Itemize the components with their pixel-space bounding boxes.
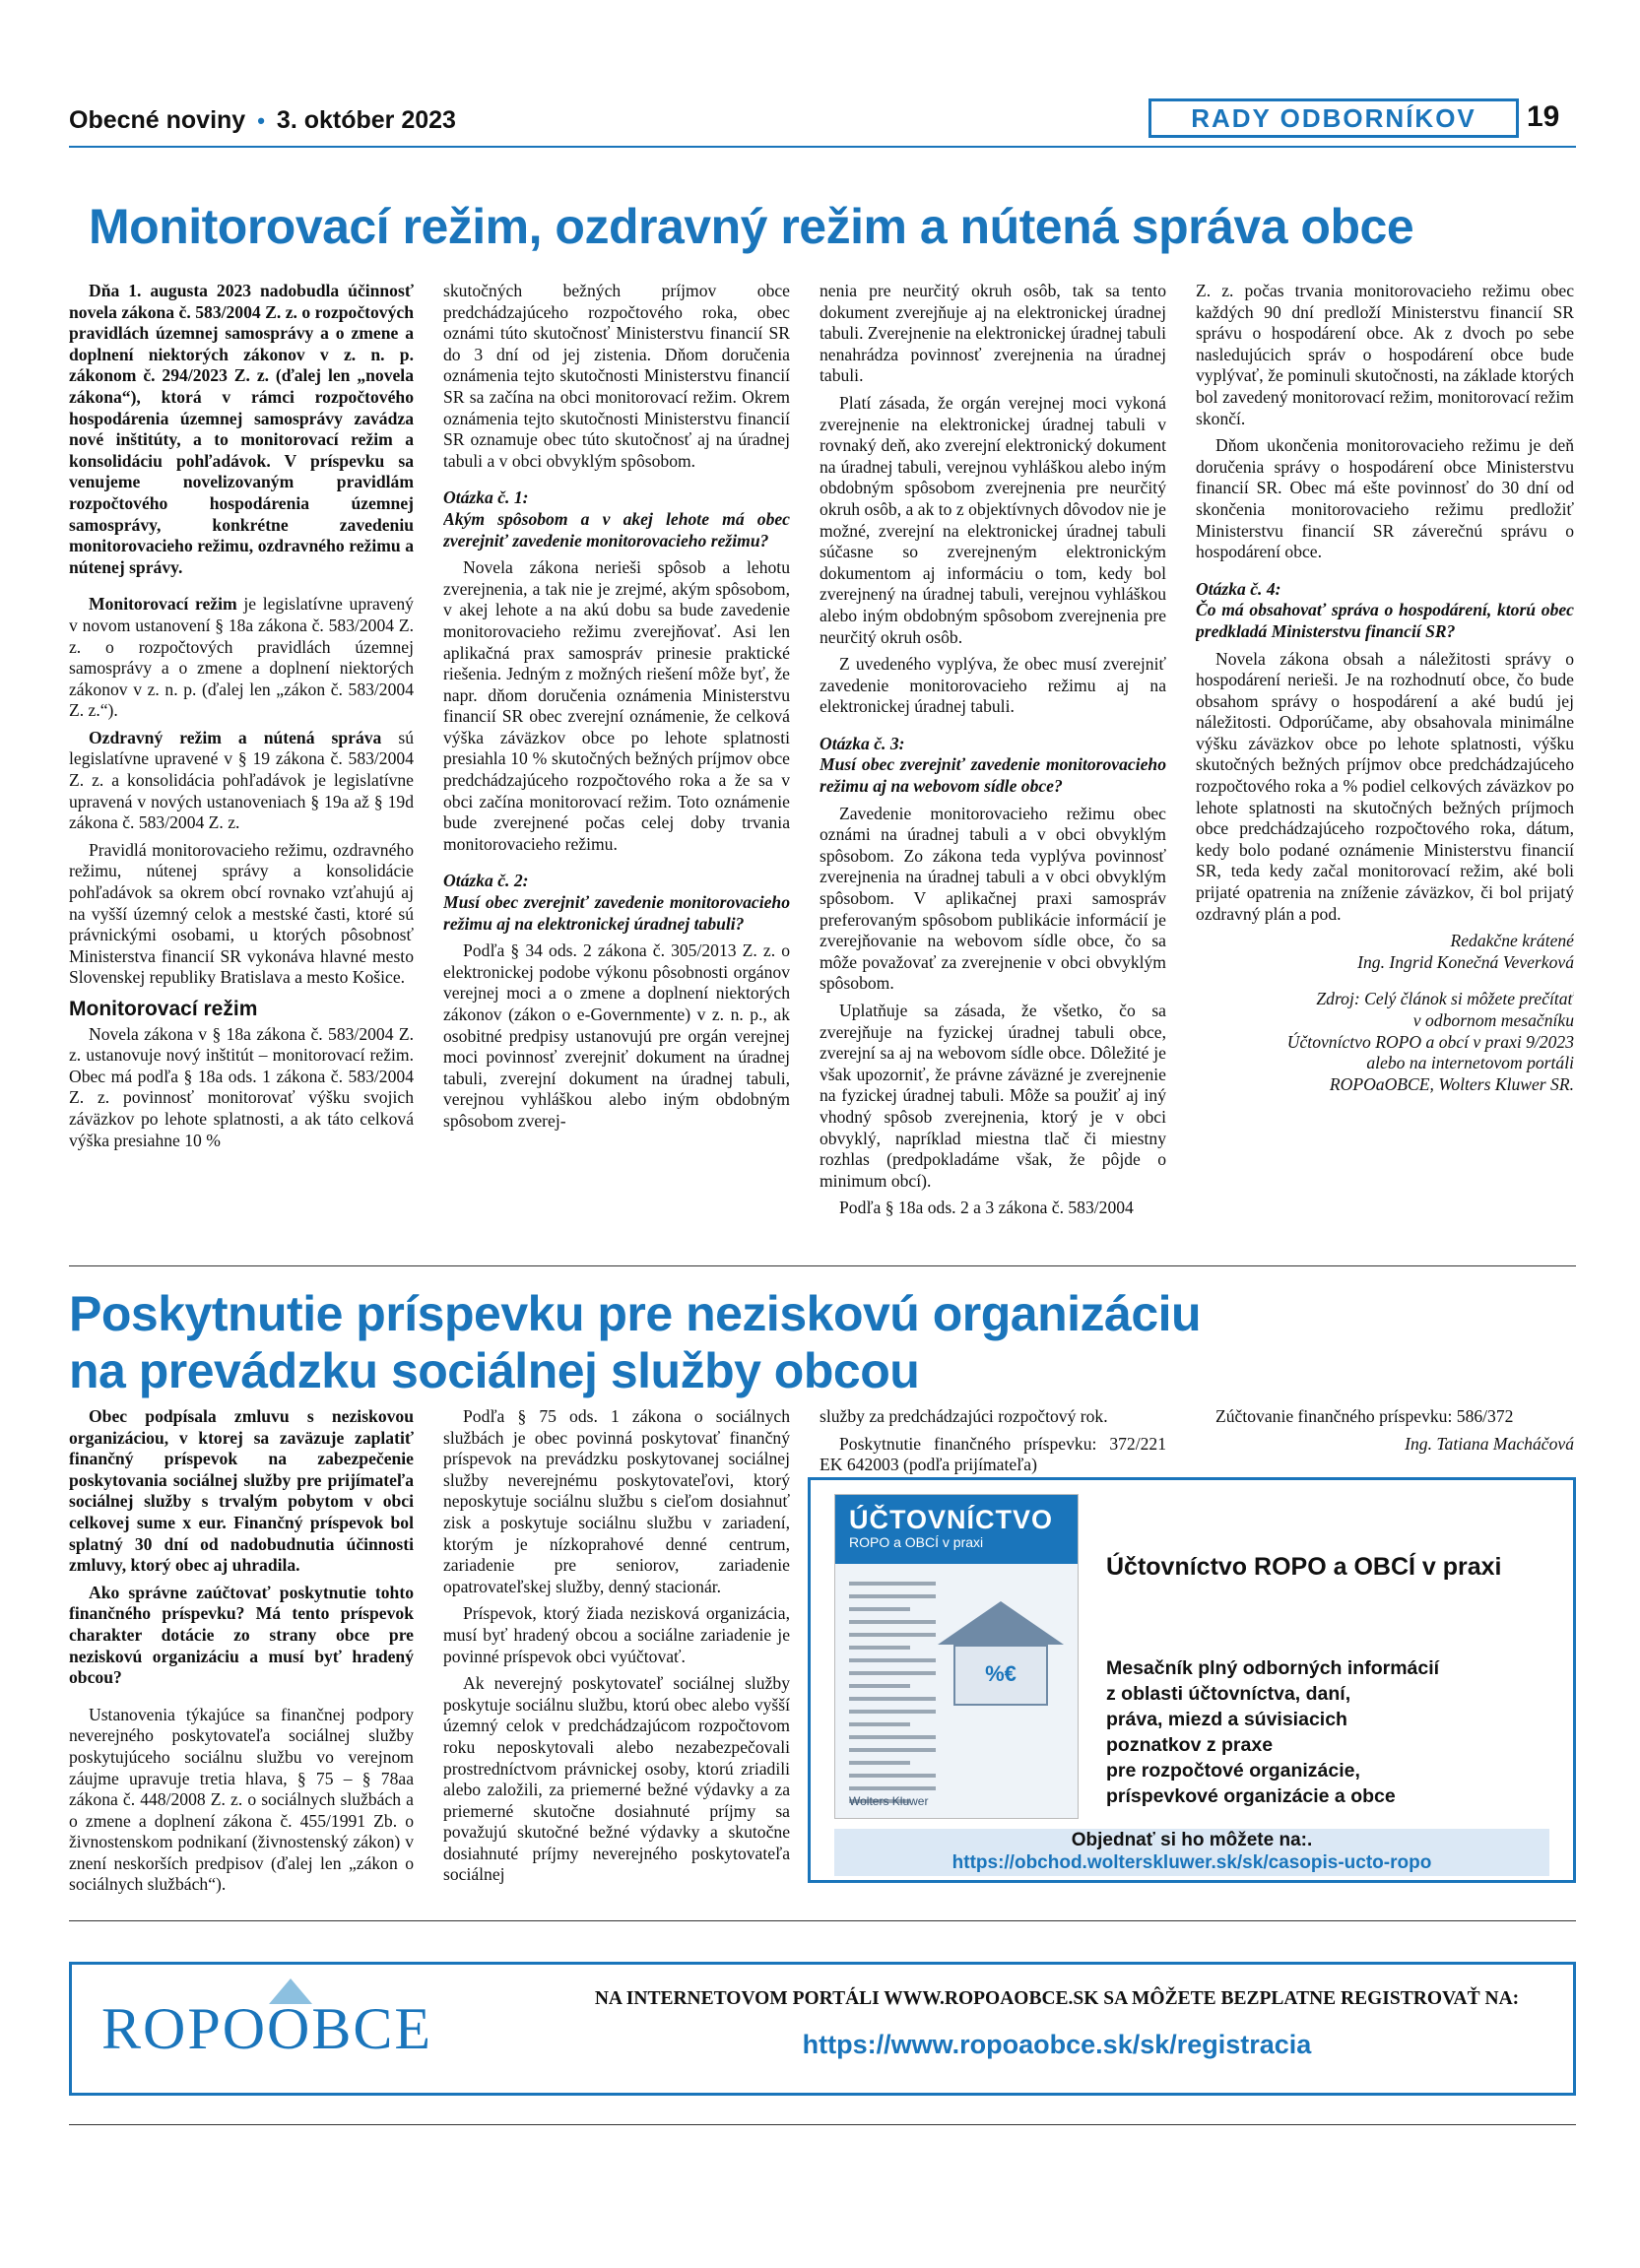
- paragraph: [443, 1673, 790, 1886]
- lead-paragraph: [69, 1406, 414, 1577]
- paragraph-text: Novela zákona obsah a náležitosti správy o hospodárení nerieši. Je na rozhodnutí obce, čo bude obsahom správy o hospodárení a aké budú jej náležitosti. Odporúčame, aby obsahovala minimálne výšku záväzkov obce po lehote splatnosti, výšku skutočných bežných príjmov obce predchádzajúceho rozpočtového roka a % podiel celkových záväzkov po lehote splatnosti na skutočných bežných príjmoch obce predchádzajúceho rozpočtového roka, dátum, kedy bolo podané oznámenie Ministerstvu financií SR, teda kedy začal monitorovací režim, aké boli prijaté opatrenia na zníženie záväzkov, či bol prijatý ozdravný plán a pod.: [1196, 648, 1574, 924]
- header-rule: [69, 146, 1576, 148]
- magazine-advertisement: [808, 1477, 1576, 1883]
- article1-column-1: [69, 281, 414, 1275]
- paragraph: [69, 1705, 414, 1896]
- signature: Ing. Tatiana Macháčová: [1405, 1433, 1574, 1454]
- paragraph: [820, 1198, 1166, 1219]
- masthead: [69, 106, 456, 135]
- question-text: Akým spôsobom a v akej lehote má obec zverejniť zavedenie monitorovacieho režimu?: [443, 508, 790, 551]
- article2-column-2: [443, 1406, 790, 1918]
- separator-dot: •: [257, 107, 265, 133]
- ad-description-line: práva, miezd a súvisiacich: [1106, 1709, 1347, 1730]
- ad-description-line: z oblasti účtovníctva, daní,: [1106, 1683, 1351, 1705]
- question: [443, 487, 790, 551]
- paragraph-text: sú legislatívne upravené v § 19 zákona č. 583/2004 Z. z. a konsolidácia pohľadávok je legislatívne upravená v nových ustanoveniach § 19a až § 19d zákona č. 583/2004 Z. z.: [69, 727, 414, 833]
- paragraph-text: Príspevok, ktorý žiada nezisková organizácia, musí byť hradený obcou a sociálne zariadenie je povinné príspevok obci vyúčtovať.: [443, 1603, 790, 1666]
- section-heading: Monitorovací režim: [69, 998, 258, 1020]
- registration-link[interactable]: https://www.ropoaobce.sk/sk/registracia: [802, 2030, 1312, 2059]
- question: [1196, 579, 1574, 643]
- issue-date: 3. október 2023: [276, 106, 456, 134]
- ad-title: Účtovníctvo ROPO a OBCÍ v praxi: [1106, 1553, 1502, 1581]
- cover-publisher: Wolters Kluwer: [849, 1794, 929, 1808]
- article2-title: [69, 1285, 1546, 1399]
- page-number: 19: [1527, 100, 1560, 133]
- source-note-line: v odbornom mesačníku: [1412, 1010, 1574, 1030]
- lead-paragraph: [69, 281, 414, 578]
- paragraph-text: Z. z. počas trvania monitorovacieho režimu obec každých 90 dní predloží Ministerstvu financií SR správu o hospodárení obce. Ak z dvoch po sebe nasledujúcich správ o hospodárení obce bude vyplývať, že pominuli skutočnosti, na základe ktorých bol zavedený monitorovací režim, monitorovací režim skončí.: [1196, 281, 1574, 428]
- logo-triangle-icon: [269, 1978, 312, 2004]
- paragraph-text: Obec podpísala zmluvu s neziskovou organizáciou, v ktorej sa zaväzuje zaplatiť finančný príspevok na zabezpečenie poskytovania sociálnej služby pre prijímateľa sociálnej služby s trvalým pobytom v obci celkovej sume x eur. Finančný príspevok bol splatný 30 dní od nadobudnutia účinnosti zmluvy, ktorý obec aj uhradila.: [69, 1406, 414, 1576]
- paragraph-text: Dňom ukončenia monitorovacieho režimu je deň doručenia správy o hospodárení obce Ministerstvu financií SR. Obec má ešte povinnosť do 30 dní od skončenia monitorovacieho režimu predložiť Ministerstvu financií SR záverečnú správu o hospodárení obce.: [1196, 435, 1574, 562]
- article1-column-4: [1196, 281, 1574, 1275]
- paragraph-text: Dňa 1. augusta 2023 nadobudla účinnosť novela zákona č. 583/2004 Z. z. o rozpočtových pravidlách územnej samosprávy a o zmene a doplnení niektorých zákonov v z. n. p. zákonom č. 294/2023 Z. z. (ďalej len „novela zákona“), ktorá v rámci rozpočtového hospodárenia územnej samosprávy zavádza nové inštitúty, a to monitorovací režim a konsolidáciu pohľadávok. V príspevku sa venujeme novelizovaným pravidlám rozpočtového hospodárenia územnej samosprávy, konkrétne zavedeniu monitorovacieho režimu, ozdravného režimu a nútenej správy.: [69, 281, 414, 577]
- question: [443, 871, 790, 935]
- article2-column-4: [1196, 1406, 1574, 1475]
- paragraph: [69, 1024, 414, 1152]
- paragraph-text: Podľa § 18a ods. 2 a 3 zákona č. 583/2004: [839, 1198, 1134, 1218]
- paragraph: [443, 281, 790, 472]
- paragraph-text: služby za predchádzajúci rozpočtový rok.: [820, 1406, 1108, 1426]
- article1-column-3: [820, 281, 1166, 1275]
- paragraph: [443, 1603, 790, 1667]
- question-label: Otázka č. 4:: [1196, 578, 1281, 599]
- paragraph: [820, 804, 1166, 995]
- paragraph-text: Uplatňuje sa zásada, že všetko, čo sa zverejňuje na fyzickej úradnej tabuli obce, zverejní sa aj na webovom sídle obce. Dôležité je však upozorniť, že právne záväzné je zverejnenie na fyzickej úradnej tabuli. Môže sa použiť aj iný vhodný spôsob zverejnenia, ktorý je v obci obvyklý, napríklad miestna tlač či miestny rozhlas (predpokladáme však, že pôjde o minimum obcí).: [820, 1001, 1166, 1191]
- ad-order-box: [834, 1829, 1549, 1876]
- article2-column-1: [69, 1406, 414, 1918]
- paragraph-text: skutočných bežných príjmov obce predchádzajúceho rozpočtového roka, obec oznámi túto skutočnosť Ministerstvu financií SR do 3 dní od jej zistenia. Dňom doručenia oznámenia tejto skutočnosti Ministerstvu financií SR sa začína na obci monitorovací režim. Okrem oznámenia tejto skutočnosti Ministerstvu financií SR oznamuje obec túto skutočnosť aj na úradnej tabuli a v obci obvyklým spôsobom.: [443, 281, 790, 471]
- paragraph: [443, 557, 790, 855]
- paragraph-text: Zavedenie monitorovacieho režimu obec oznámi na úradnej tabuli a v obci obvyklým spôsobom. Zo zákona teda vyplýva povinnosť zverejnenia na úradnej tabuli a v obci obvyklým spôsobom. V aplikačnej praxi samospráv preferovaným spôsobom publikácie informácií je zverejňovanie na webovom sídle obce, čo sa môže považovať za zverejnenie v obci obvyklým spôsobom.: [820, 803, 1166, 994]
- source-note-line: alebo na internetovom portáli: [1366, 1053, 1574, 1073]
- paragraph: [1196, 1406, 1574, 1428]
- cover-badge: %€: [953, 1645, 1048, 1706]
- paragraph-text: Poskytnutie finančného príspevku: 372/221 EK 642003 (podľa prijímateľa): [820, 1433, 1166, 1475]
- paragraph: [820, 1001, 1166, 1192]
- paragraph-text: nenia pre neurčitý okruh osôb, tak sa tento dokument zverejňuje aj na elektronickej úradnej tabuli. Zverejnenie na elektronickej úradnej tabuli nenahrádza povinnosť zverejnenia na úradnej tabuli.: [820, 281, 1166, 386]
- paragraph: [1196, 649, 1574, 926]
- paragraph-text: Zúčtovanie finančného príspevku: 586/372: [1215, 1406, 1514, 1426]
- magazine-cover-image: [834, 1494, 1079, 1819]
- source-note-line: Zdroj: Celý článok si môžete prečítať: [1316, 989, 1574, 1009]
- house-icon: [938, 1601, 1066, 1710]
- paragraph: [820, 654, 1166, 718]
- question-text: Musí obec zverejniť zavedenie monitorovacieho režimu aj na elektronickej úradnej tabuli?: [443, 892, 790, 934]
- banner-text: NA INTERNETOVOM PORTÁLI WWW.ROPOAOBCE.SK SA MÔŽETE BEZPLATNE REGISTROVAŤ NA:: [594, 1988, 1520, 2009]
- cover-header: [835, 1495, 1078, 1564]
- article2-column-3: [820, 1406, 1166, 1475]
- ad-description: [1106, 1655, 1540, 1809]
- paragraph: [443, 940, 790, 1132]
- bottom-rule: [69, 2124, 1576, 2125]
- paragraph-text: Ak neverejný poskytovateľ sociálnej služby poskytuje sociálnu službu, ktorú obec alebo vyšší územný celok v predchádzajúcom rozpočtovom roku neposkytovali alebo nezabezpečovali prostredníctvom právnickej osoby, ktorú zriadili alebo založili, za priemerné bežné výdavky a za priemerné skutočne dosiahnuté príjmy sa považujú skutočné bežné výdavky a skutočne dosiahnuté príjmy neverejného poskytovateľa sociálnej: [443, 1673, 790, 1885]
- footer-separator: [69, 1920, 1576, 1921]
- article1-column-2: [443, 281, 790, 1275]
- logo-text: ROPOOBCE: [101, 1996, 433, 2061]
- paragraph-text: Ako správne zaúčtovať poskytnutie tohto finančného príspevku? Má tento príspevok charakter dotácie zo strany obce pre neziskovú organizáciu a musí byť hradený obcou?: [69, 1582, 414, 1688]
- cover-subtitle: ROPO a OBCÍ v praxi: [849, 1534, 984, 1550]
- paragraph-text: Novela zákona v § 18a zákona č. 583/2004 Z. z. ustanovuje nový inštitút – monitorovací režim. Obec má podľa § 18a ods. 1 zákona č. 583/2004 Z. z. povinnosť monitorovať výšku svojich záväzkov po lehote splatnosti, a ak táto celková výška presiahne 10 %: [69, 1023, 414, 1150]
- paragraph-text: Platí zásada, že orgán verejnej moci vykoná zverejnenie na elektronickej úradnej tabuli v rovnaký deň, ako zverejní elektronický dokument na úradnej tabuli, verejnou vyhláškou alebo iným obdobným spôsobom zverejnenia pre neurčitý okruh osôb, a ak to z objektívnych dôvodov nie je možné, zverejní na elektronickej úradnej tabuli súčasne so zverejneným elektronickým dokumentom aj informáciu o tom, kedy bol zverejnený na úradnej tabuli, verejnou vyhláškou alebo iným obdobným spôsobom zverejnenia pre neurčitý okruh osôb.: [820, 392, 1166, 647]
- question-label: Otázka č. 2:: [443, 871, 529, 891]
- section-label: RADY ODBORNÍKOV: [1148, 98, 1519, 138]
- bold-term: Ozdravný režim a nútená správa: [89, 727, 382, 747]
- question-text: Čo má obsahovať správa o hospodárení, ktorú obec predkladá Ministerstvu financií SR?: [1196, 600, 1574, 641]
- lead-paragraph: [69, 1583, 414, 1689]
- article1-title: Monitorovací režim, ozdravný režim a nútená správa obce: [89, 199, 1414, 254]
- paragraph: [1196, 435, 1574, 563]
- paragraph-text: Ustanovenia týkajúce sa finančnej podpory neverejného poskytovateľa sociálnej služby poskytujúceho sociálnu službu vo verejnom záujme upravuje tretia hlava, § 75 – § 78aa zákona č. 448/2008 Z. z. o sociálnych službách a o zmene a doplnení zákona č. 455/1991 Zb. o živnostenskom podnikaní (živnostenský zákon) v znení neskorších predpisov (ďalej len „zákon o sociálnych službách“).: [69, 1704, 414, 1895]
- article2-title-line-1: Poskytnutie príspevku pre neziskovú organizáciu: [69, 1286, 1202, 1341]
- paragraph-text: Podľa § 75 ods. 1 zákona o sociálnych službách je obec povinná poskytovať finančný príspevok na prevádzku poskytovanej sociálnej služby neverejnému poskytovateľovi, ktorý neposkytuje sociálnu službu s cieľom dosiahnuť zisk a poskytuje sociálnu službu v zariadení, ktorým je nízkoprahové denné centrum, zariadenie pre seniorov, zariadenie opatrovateľskej služby, denný stacionár.: [443, 1406, 790, 1596]
- paragraph: [1196, 281, 1574, 429]
- ad-order-link[interactable]: https://obchod.wolterskluwer.sk/sk/casopis-ucto-ropo: [951, 1852, 1432, 1873]
- ropoaobce-logo: [101, 1994, 535, 2063]
- paragraph-text: je legislatívne upravený v novom ustanovení § 18a zákona č. 583/2004 Z. z. o rozpočtových pravidlách územnej samosprávy a o zmene a doplnení niektorých zákonov v z. n. p. (ďalej len „zákon č. 583/2004 Z. z.“).: [69, 594, 414, 721]
- ad-description-line: pre rozpočtové organizácie,: [1106, 1760, 1360, 1782]
- cover-title: ÚČTOVNÍCTVO: [849, 1505, 1054, 1534]
- question-label: Otázka č. 1:: [443, 487, 529, 508]
- paragraph: [820, 1434, 1166, 1475]
- ad-description-line: Mesačník plný odborných informácií: [1106, 1657, 1440, 1679]
- paragraph-text: Z uvedeného vyplýva, že obec musí zverejniť zavedenie monitorovacieho režimu aj na elektronickej úradnej tabuli.: [820, 654, 1166, 717]
- signature: Ing. Ingrid Konečná Veverková: [1357, 951, 1574, 972]
- source-note: [1196, 989, 1574, 1095]
- source-note-line: ROPOaOBCE, Wolters Kluwer SR.: [1329, 1073, 1574, 1094]
- paragraph: [820, 281, 1166, 387]
- question-text: Musí obec zverejniť zavedenie monitorovacieho režimu aj na webovom sídle obce?: [820, 754, 1166, 797]
- registration-banner: [69, 1962, 1576, 2096]
- ad-order-text: Objednať si ho môžete na:.: [1071, 1830, 1313, 1850]
- paper-name: Obecné noviny: [69, 106, 246, 134]
- bold-term: Monitorovací režim: [89, 594, 237, 615]
- paragraph: [820, 393, 1166, 648]
- ad-description-line: príspevkové organizácie a obce: [1106, 1785, 1396, 1807]
- paragraph: [69, 594, 414, 722]
- paragraph: [820, 1406, 1166, 1428]
- paragraph: [443, 1406, 790, 1597]
- cover-contents-lines: [849, 1582, 936, 1812]
- ad-description-line: poznatkov z praxe: [1106, 1734, 1274, 1756]
- article-separator: [69, 1265, 1576, 1266]
- source-note-line: Účtovníctvo ROPO a obcí v praxi 9/2023: [1286, 1031, 1574, 1052]
- paragraph: [69, 728, 414, 834]
- paragraph-text: Pravidlá monitorovacieho režimu, ozdravného režimu, nútenej správy a konsolidácie pohľadávok sa okrem obcí rovnako vzťahujú aj na vyšší územný celok a mestské časti, ktoré sú právnickými osobami, u ktorých pôsobnosť Ministerstva financií SR vykonáva hlavné mesto Slovenskej republiky Bratislava a mesto Košice.: [69, 839, 414, 988]
- paragraph-text: Podľa § 34 ods. 2 zákona č. 305/2013 Z. z. o elektronickej podobe výkonu pôsobnosti orgánov verejnej moci a o zmene a doplnení niektorých zákonov (zákon o e-Governmente) v z. n. p., ak osobitné predpisy ustanovujú pre orgán verejnej moci povinnosť zverejniť dokument na úradnej tabuli, zverejní dokument na úradnej tabuli, verejnou vyhláškou alebo iným obdobným spôsobom zverej-: [443, 940, 790, 1131]
- article2-title-line-2: na prevádzku sociálnej služby obcou: [69, 1343, 920, 1398]
- question: [820, 734, 1166, 798]
- paragraph: [69, 840, 414, 989]
- question-label: Otázka č. 3:: [820, 733, 905, 753]
- signature: Redakčne krátené: [1450, 931, 1574, 951]
- paragraph-text: Novela zákona nerieši spôsob a lehotu zverejnenia, a tak nie je zrejmé, akým spôsobom, v akej lehote a na akú dobu sa bude zavedenie monitorovacieho režimu zverejňovať. Asi len aplikačná prax samospráv prinesie praktické riešenia. Jedným z možných riešení môže byť, že napr. dňom doručenia oznámenia Ministerstvu financií SR obec zverejní oznámenie, že celková výška záväzkov obce po lehote splatnosti presiahla 10 % skutočných bežných príjmov obce predchádzajúceho rozpočtového roka a že sa v obci začína monitorovací režim. Toto oznámenie bude zverejnené počas celej doby trvania monitorovacieho režimu.: [443, 557, 790, 854]
